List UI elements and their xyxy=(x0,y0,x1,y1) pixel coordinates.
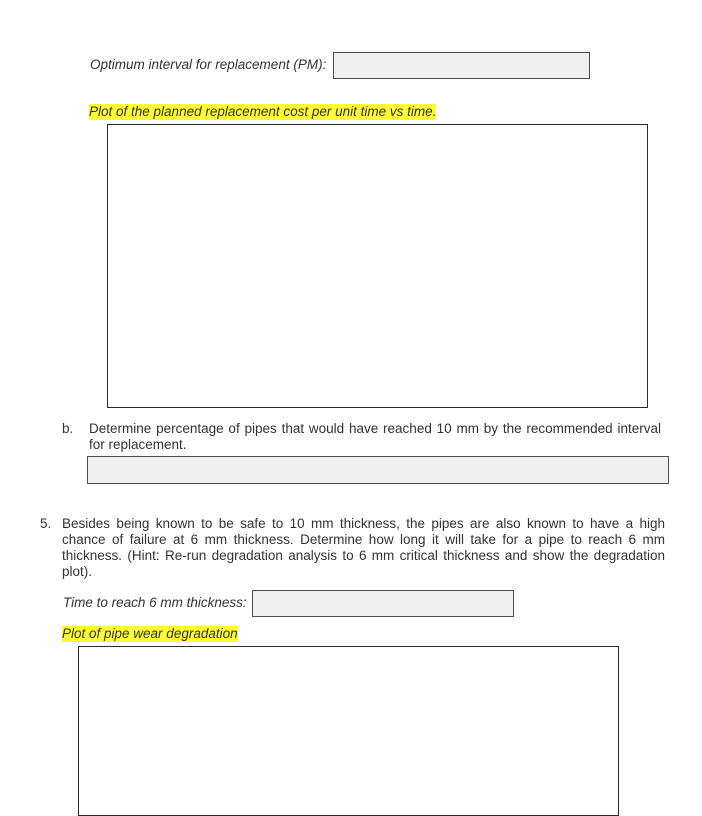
pm-interval-label: Optimum interval for replacement (PM): xyxy=(90,57,327,72)
degradation-plot-caption: Plot of pipe wear degradation xyxy=(62,626,238,641)
question-b-text: Determine percentage of pipes that would have reached 10 mm by the recommended interval for replacement. xyxy=(89,421,661,452)
time-to-6mm-field[interactable] xyxy=(252,590,514,617)
pm-interval-field[interactable] xyxy=(333,52,590,79)
time-to-6mm-label: Time to reach 6 mm thickness: xyxy=(63,595,247,610)
degradation-plot-box xyxy=(78,646,619,816)
question-5-marker: 5. xyxy=(40,516,52,531)
question-b-marker: b. xyxy=(62,421,74,436)
replacement-cost-plot-box xyxy=(107,124,648,408)
replacement-plot-caption: Plot of the planned replacement cost per unit time vs time. xyxy=(89,104,437,119)
question-b-answer-field[interactable] xyxy=(87,456,669,484)
question-5-text: Besides being known to be safe to 10 mm thickness, the pipes are also known to have a high chance of failure at 6 mm thickness. Determine how long it will take for a pipe to reach 6 mm thickness. (Hint: Re-run degradation analysis to 6 mm critical thickness and show the degradation plot). xyxy=(62,516,665,579)
